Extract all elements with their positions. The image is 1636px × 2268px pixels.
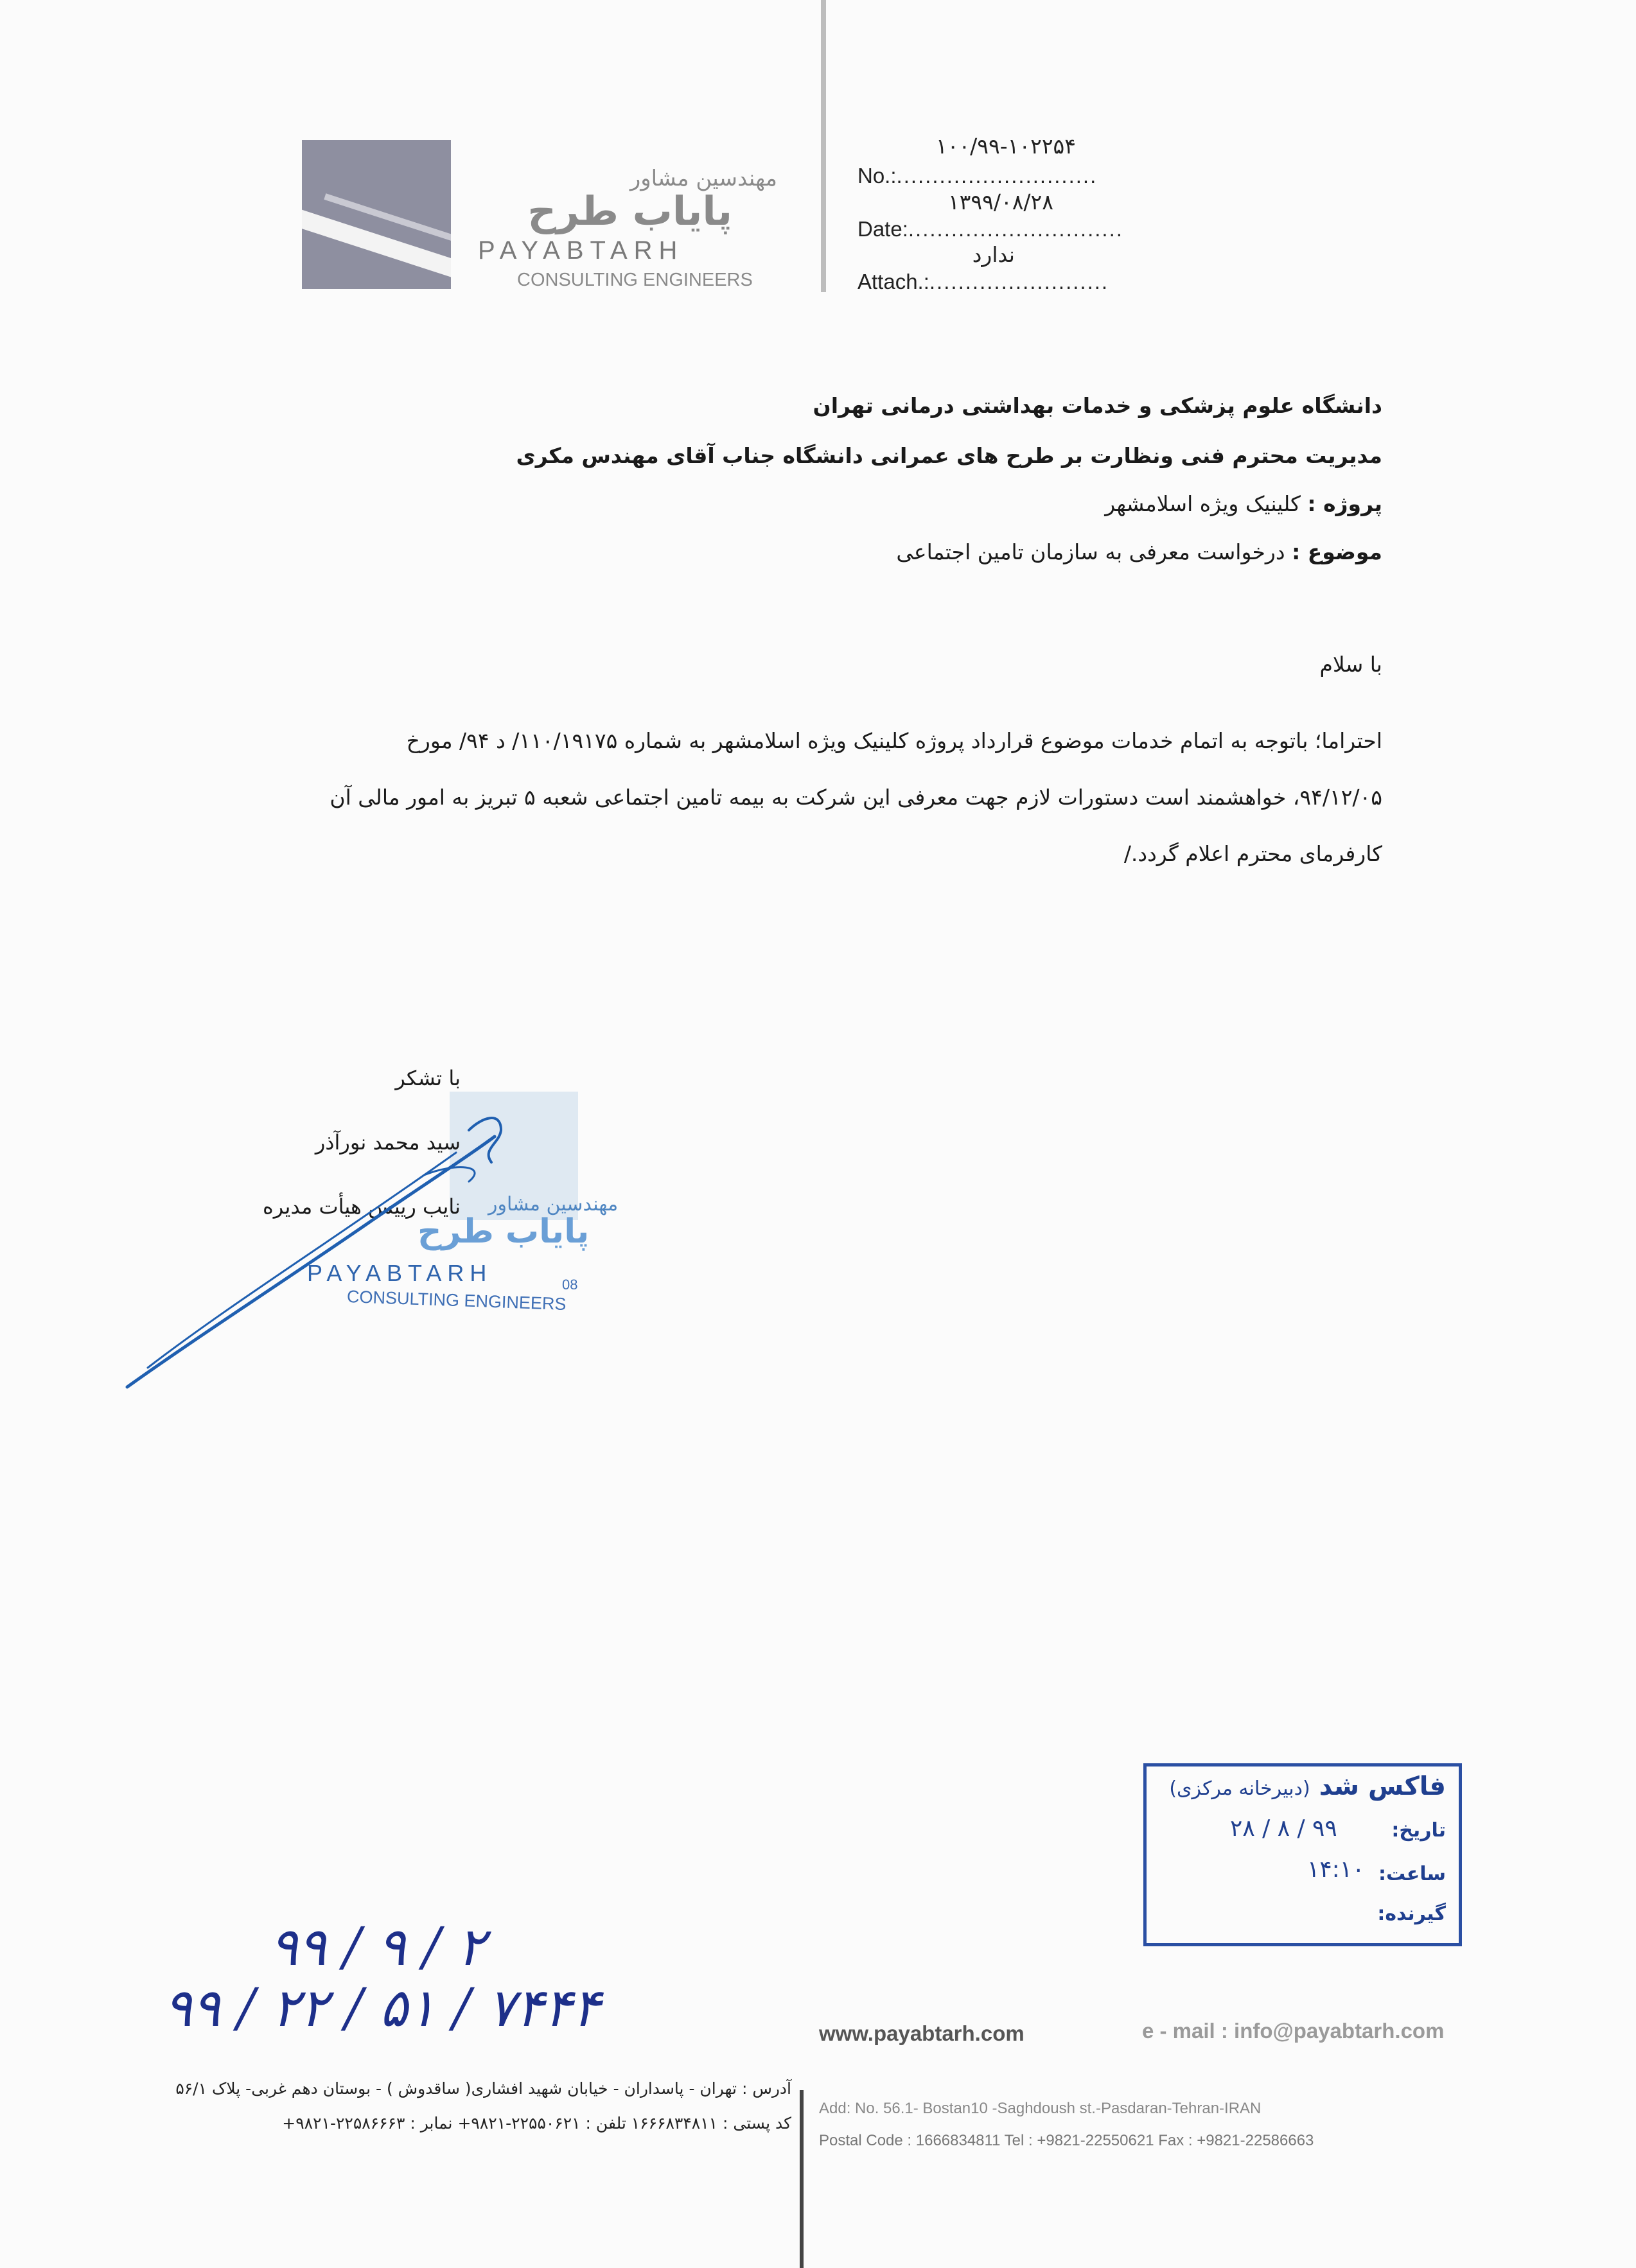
footer-contact-fa: کد پستی : ۱۶۶۶۸۳۴۸۱۱ تلفن : ۲۲۵۵۰۶۲۱-۹۸۲۱+ نمابر : ۲۲۵۸۶۶۶۳-۹۸۲۱+ (282, 2114, 791, 2133)
fax-title (1169, 1772, 1446, 1801)
project-label: پروژه : (1307, 491, 1382, 516)
signer-name: سید محمد نورآذر (315, 1130, 461, 1155)
signature-stamp-fa-small: مهندسین مشاور (488, 1193, 619, 1216)
body-line-1: احتراما؛ باتوجه به اتمام خدمات موضوع قرارداد پروژه کلینیک ویژه اسلامشهر به شماره ۱۱۰/۱۹۱۷۵/ د ۹۴/ مورخ (406, 728, 1382, 753)
subject-value: درخواست معرفی به سازمان تامین اجتماعی (896, 539, 1285, 564)
letter-number-field: No.:............................ (858, 164, 1098, 188)
addressee-university: دانشگاه علوم پزشکی و خدمات بهداشتی درمانی تهران (813, 393, 1382, 418)
letter-number-label: No.: (858, 164, 897, 188)
greeting: با سلام (1319, 652, 1382, 677)
footer-email: e - mail : info@payabtarh.com (1142, 2019, 1445, 2043)
subject-label: موضوع : (1292, 539, 1382, 564)
fax-stamp (1143, 1763, 1462, 1946)
footer-address-fa: آدرس : تهران - پاسداران - خیابان شهید افشاری( ساقدوش ) - بوستان دهم غربی- پلاک ۵۶/۱ (175, 2079, 791, 2098)
body-line-3: کارفرمای محترم اعلام گردد./ (1123, 841, 1382, 866)
footer-contact-en: Postal Code : 1666834811 Tel : +9821-22550621 Fax : +9821-22586663 (819, 2132, 1314, 2149)
signature-stamp-en: PAYABTARH (307, 1260, 493, 1286)
letter-number-value: ۱۰۰/۹۹-۱۰۲۲۵۴ (936, 134, 1076, 159)
project-value: کلینیک ویژه اسلامشهر (1105, 491, 1301, 516)
logo-fa-small: مهندسین مشاور (629, 166, 777, 191)
handwritten-date: ۹۹ / ۹ / ۲ (270, 1917, 486, 1978)
signature-stamp-number: 08 (562, 1277, 578, 1293)
letter-attach-label: Attach.: (858, 270, 929, 293)
fax-time-value: ۱۴:۱۰ (1307, 1856, 1365, 1883)
fax-date-value: ۹۹ / ۸ / ۲۸ (1230, 1815, 1337, 1842)
logo-fa-big: پایاب طرح (527, 188, 732, 234)
letter-attach-value: ندارد (972, 242, 1015, 267)
closing: با تشکر (395, 1066, 461, 1090)
logo-en-name: PAYABTARH (478, 236, 684, 265)
signature-stamp-fa-big: پایاب طرح (418, 1212, 590, 1251)
subject-line (896, 539, 1382, 564)
fax-title-sub: (دبیرخانه مرکزی) (1169, 1777, 1310, 1800)
letter-attach-field: Attach.:......................... (858, 270, 1109, 293)
fax-title-main: فاکس شد (1319, 1772, 1446, 1801)
handwritten-number: ۹۹ / ۲۲ / ۵۱ / ۷۴۴۴ (164, 1978, 601, 2039)
fax-time-label: ساعت: (1378, 1863, 1446, 1885)
footer-website: www.payabtarh.com (819, 2021, 1025, 2045)
project-line (1105, 491, 1382, 516)
letter-date-label: Date: (858, 217, 908, 241)
footer-address-en: Add: No. 56.1- Bostan10 -Saghdoush st.-Pasdaran-Tehran-IRAN (819, 2100, 1262, 2117)
addressee-department: مدیریت محترم فنی ونظارت بر طرح های عمرانی دانشگاه جناب آقای مهندس مکری (516, 443, 1382, 468)
logo-mark (302, 140, 451, 289)
body-paragraph (59, 713, 1382, 882)
logo-en-sub: CONSULTING ENGINEERS (517, 270, 753, 290)
footer-divider (800, 2090, 804, 2268)
letter-date-field: Date:.............................. (858, 217, 1123, 241)
signature-stamp-en-sub: CONSULTING ENGINEERS (346, 1287, 567, 1314)
signer-title: نایب رییس هیأت مدیره (263, 1194, 461, 1219)
body-line-2: ۹۴/۱۲/۰۵، خواهشمند است دستورات لازم جهت معرفی این شرکت به بیمه تامین اجتماعی شعبه ۵ تبریز به امور مالی آن (330, 785, 1382, 810)
letter-date-value: ۱۳۹۹/۰۸/۲۸ (947, 189, 1053, 214)
signature-scribble (122, 1092, 585, 1393)
header-divider (821, 0, 826, 292)
fax-date-label: تاریخ: (1391, 1819, 1446, 1842)
fax-receiver-label: گیرنده: (1377, 1903, 1446, 1925)
